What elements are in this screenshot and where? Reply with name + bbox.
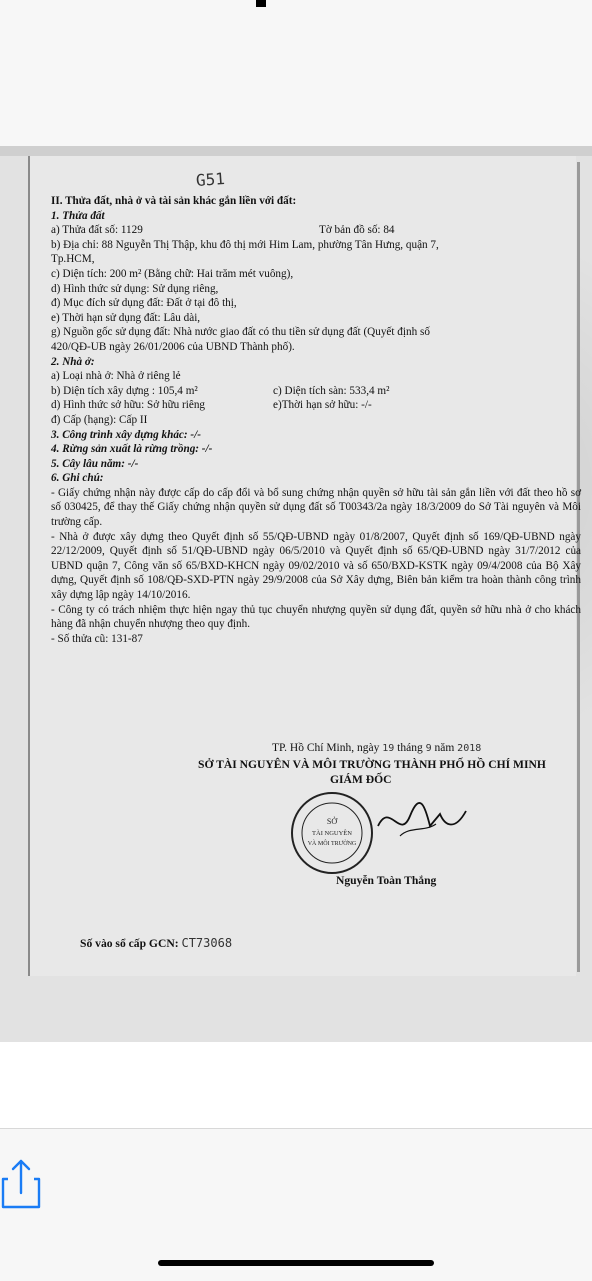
sheet-edge bbox=[0, 146, 592, 156]
house-type: a) Loại nhà ở: Nhà ở riêng lẻ bbox=[51, 370, 181, 383]
note-3: - Công ty có trách nhiệm thực hiện ngay thủ tục chuyển nhượng quyền sử dụng đất, quyền sở hữu nhà ở cho khách hàng đã nhận chuyển nhượng theo quy định. bbox=[51, 603, 581, 631]
bottom-toolbar bbox=[0, 1128, 592, 1281]
note-4: - Số thửa cũ: 131-87 bbox=[51, 632, 143, 645]
registry-number: CT73068 bbox=[181, 936, 233, 950]
svg-text:TÀI NGUYÊN: TÀI NGUYÊN bbox=[312, 830, 352, 837]
year-label: năm bbox=[434, 742, 455, 754]
other-construction: 3. Công trình xây dựng khác: -/- bbox=[51, 428, 201, 441]
house-ownership-row bbox=[51, 398, 587, 413]
address-line-1: b) Địa chỉ: 88 Nguyễn Thị Thập, khu đô thị mới Him Lam, phường Tân Hưng, quận 7, bbox=[51, 238, 439, 251]
ownership-form: d) Hình thức sở hữu: Sở hữu riêng bbox=[51, 399, 206, 412]
land-area: c) Diện tích: 200 m² (Bằng chữ: Hai trăm mét vuông), bbox=[51, 267, 294, 280]
share-icon bbox=[0, 1155, 46, 1219]
parcel-row bbox=[51, 223, 587, 238]
house-area-row bbox=[51, 384, 587, 399]
svg-text:SỞ: SỞ bbox=[326, 817, 338, 826]
day-handwritten: 19 bbox=[382, 743, 395, 754]
date-prefix: TP. Hồ Chí Minh, ngày bbox=[272, 742, 380, 754]
ownership-term: e)Thời hạn sở hữu: -/- bbox=[273, 399, 372, 412]
top-bar bbox=[0, 0, 592, 150]
department-name: SỞ TÀI NGUYÊN VÀ MÔI TRƯỜNG THÀNH PHỐ HỒ CHÍ MINH bbox=[198, 758, 546, 771]
month-label: tháng bbox=[397, 742, 423, 754]
land-origin-1: g) Nguồn gốc sử dụng đất: Nhà nước giao đất có thu tiền sử dụng đất (Quyết định số bbox=[51, 326, 430, 339]
built-area: b) Diện tích xây dựng : 105,4 m² bbox=[51, 384, 198, 397]
use-form: d) Hình thức sử dụng: Sử dụng riêng, bbox=[51, 282, 219, 295]
home-indicator[interactable] bbox=[158, 1260, 434, 1266]
map-sheet: Tờ bản đồ số: 84 bbox=[319, 224, 395, 237]
registry-line bbox=[80, 936, 232, 950]
use-term: e) Thời hạn sử dụng đất: Lâu dài, bbox=[51, 311, 201, 324]
house-heading: 2. Nhà ở: bbox=[51, 355, 95, 368]
note-2: - Nhà ở được xây dựng theo Quyết định số 55/QĐ-UBND ngày 01/8/2007, Quyết định số 169/QĐ-UBND ngày 22/12/2009, Quyết định số 51/QĐ-UBND ngày 06/5/2010 và Quyết định số 65/QĐ-UBND ngày 31/7/2012 của UBND quận 7, Công văn số 65/BXD-KHCN ngày 09/02/2010 và số 650/BXD-KSTK ngày 09/4/2008 của Bộ Xây dựng, Quyết định số 108/QĐ-SXD-PTN ngày 29/9/2008 của Sở Xây dựng, Biên bản kiểm tra hoàn thành công trình xây dựng lập ngày 14/10/2016. bbox=[51, 530, 581, 602]
note-1: - Giấy chứng nhận này được cấp do cấp đổi và bổ sung chứng nhận quyền sở hữu tài sản gắn liền với đất theo hồ sơ số 030425, để thay thế Giấy chứng nhận quyền sử dụng đất số T00343/2a ngày 18/3/2009 do Sở Tài nguyên và Môi trường cấp. bbox=[51, 486, 581, 529]
use-purpose: đ) Mục đích sử dụng đất: Đất ở tại đô thị, bbox=[51, 297, 237, 310]
floor-area: c) Diện tích sàn: 533,4 m² bbox=[273, 384, 390, 397]
section-title: II. Thửa đất, nhà ở và tài sản khác gắn liền với đất: bbox=[51, 195, 297, 207]
notes-heading: 6. Ghi chú: bbox=[51, 472, 104, 485]
director-title: GIÁM ĐỐC bbox=[330, 773, 392, 786]
month-handwritten: 9 bbox=[425, 743, 432, 754]
address-line-2: Tp.HCM, bbox=[51, 253, 95, 266]
land-origin-2: 420/QĐ-UB ngày 26/01/2006 của UBND Thành phố). bbox=[51, 340, 295, 353]
svg-text:VÀ MÔI TRƯỜNG: VÀ MÔI TRƯỜNG bbox=[307, 841, 357, 847]
status-mark bbox=[256, 0, 266, 7]
issue-date bbox=[272, 742, 481, 754]
year-handwritten: 2018 bbox=[457, 743, 482, 754]
registry-label: Số vào sổ cấp GCN: bbox=[80, 937, 179, 950]
document-image bbox=[0, 156, 592, 1042]
house-grade: đ) Cấp (hạng): Cấp II bbox=[51, 413, 148, 426]
share-button[interactable] bbox=[0, 1155, 46, 1219]
parcel-number: a) Thửa đất số: 1129 bbox=[51, 224, 143, 237]
handwritten-code: G51 bbox=[195, 169, 226, 190]
certificate-content bbox=[51, 194, 587, 646]
official-seal bbox=[290, 791, 374, 875]
perennial-trees: 5. Cây lâu năm: -/- bbox=[51, 457, 139, 470]
director-signature bbox=[370, 796, 470, 846]
viewer-background bbox=[0, 1042, 592, 1122]
plantation-forest: 4. Rừng sản xuất là rừng trồng: -/- bbox=[51, 443, 213, 456]
land-heading: 1. Thửa đất bbox=[51, 209, 105, 222]
signer-name: Nguyễn Toàn Thắng bbox=[336, 874, 437, 887]
